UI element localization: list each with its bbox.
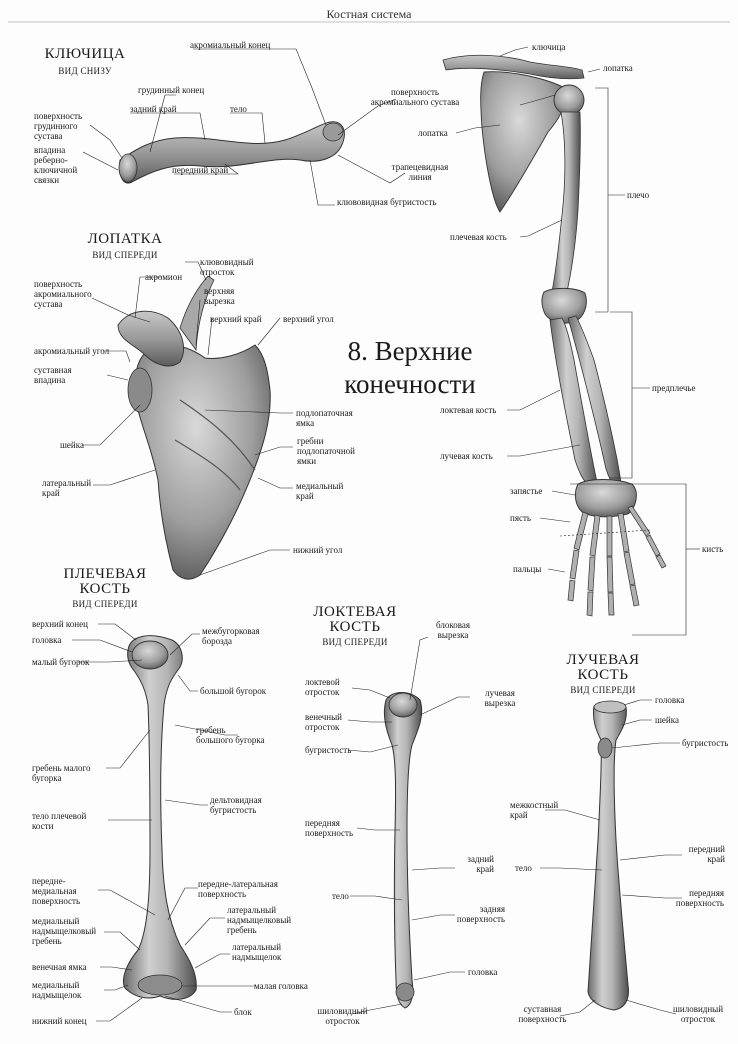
label-hum-lower-end: нижний конец xyxy=(32,1016,87,1026)
label-rad-tuberosity: бугристость xyxy=(682,738,729,748)
label-hum-upper-end: верхний конец xyxy=(32,619,88,629)
label-arm-scapula-top: лопатка xyxy=(603,63,633,73)
label-hum-greater-crest: гребень большого бугорка xyxy=(196,725,265,745)
label-arm-clavicle: ключица xyxy=(532,42,566,52)
label-clav-body: тело xyxy=(230,104,247,114)
radius-drawing xyxy=(588,701,628,1010)
page-header: Костная система xyxy=(326,7,412,21)
label-rad-body: тело xyxy=(515,863,532,873)
humerus-title: ПЛЕЧЕВАЯ КОСТЬ xyxy=(63,566,147,597)
label-hum-medial-crest: медиальный надмыщелковый гребень xyxy=(32,916,97,946)
label-rad-anterior-surface: передняя поверхность xyxy=(675,888,724,908)
label-rad-head: головка xyxy=(655,695,685,705)
label-scap-glenoid: суставная впадина xyxy=(34,365,72,385)
label-arm-ulna: локтевая кость xyxy=(440,405,497,415)
ulna-title: ЛОКТЕВАЯ КОСТЬ xyxy=(313,604,397,635)
label-arm-wrist: запястье xyxy=(510,486,543,496)
label-scap-coracoid: клювовидный отросток xyxy=(200,257,254,277)
label-scap-superior-border: верхний край xyxy=(210,314,262,324)
label-hum-trochlea: блок xyxy=(234,1007,252,1017)
label-hum-anterolateral: передне-латеральная поверхность xyxy=(198,879,278,899)
label-scap-lateral-border: латеральный край xyxy=(42,478,92,498)
label-scap-ridges: гребни подлопаточной ямки xyxy=(297,436,355,466)
label-uln-posterior-surface: задняя поверхность xyxy=(456,904,505,924)
label-uln-trochlear-notch: блоковая вырезка xyxy=(435,620,471,640)
label-hum-greater-tubercle: большой бугорок xyxy=(200,686,267,696)
label-hum-lateral-epicondyle: латеральный надмыщелок xyxy=(232,942,282,962)
label-hum-anteromedial: передне- медиальная поверхность xyxy=(32,876,81,906)
label-scap-acromial-surface: поверхность акромиального сустава xyxy=(34,279,92,309)
label-scap-acromion: акромион xyxy=(145,272,183,282)
label-uln-olecranon: локтевой отросток xyxy=(305,677,340,697)
label-scap-acromial-angle: акромиальный угол xyxy=(34,346,110,356)
label-hum-deltoid: дельтовидная бугристость xyxy=(210,795,262,815)
scapula-title: ЛОПАТКА xyxy=(87,231,163,247)
label-rad-styloid: шиловидный отросток xyxy=(672,1004,724,1024)
label-scap-inferior-angle: нижний угол xyxy=(293,545,343,555)
label-scap-superior-angle: верхний угол xyxy=(283,314,334,324)
label-clav-fossa: впадина реберно- ключичной связки xyxy=(34,145,78,185)
label-rad-neck: шейка xyxy=(655,715,679,725)
ulna-drawing xyxy=(384,693,421,1009)
label-hum-lesser-crest: гребень малого бугорка xyxy=(32,763,91,783)
label-clav-anterior-edge: передний край xyxy=(172,165,229,175)
ulna-view: ВИД СПЕРЕДИ xyxy=(322,637,388,647)
label-arm-metacarpus: пясть xyxy=(510,513,531,523)
label-hum-capitulum: малая головка xyxy=(254,981,308,991)
label-uln-head: головка xyxy=(468,967,498,977)
label-hum-lesser-tubercle: малый бугорок xyxy=(32,657,90,667)
label-hum-body: тело плечевой кости xyxy=(32,811,87,831)
humerus-view: ВИД СПЕРЕДИ xyxy=(72,599,138,609)
scapula-view: ВИД СПЕРЕДИ xyxy=(92,250,158,260)
label-arm-hand: кисть xyxy=(702,544,724,554)
label-rad-anterior-edge: передний край xyxy=(688,844,725,864)
radius-title: ЛУЧЕВАЯ КОСТЬ xyxy=(566,652,640,683)
label-clav-acromial-joint-surface: поверхность акромиального сустава xyxy=(370,87,460,107)
label-arm-forearm: предплечье xyxy=(652,383,696,393)
label-hum-medial-epicondyle: медиальный надмыщелок xyxy=(32,980,82,1000)
label-clav-conoid-tubercle: клювовидная бугристость xyxy=(337,197,437,207)
label-scap-neck: шейка xyxy=(60,440,84,450)
main-title: 8. Верхние конечности xyxy=(344,336,476,399)
label-scap-subscapular-fossa: подлопаточная ямка xyxy=(296,408,353,428)
label-clav-acromial-end: акромиальный конец xyxy=(190,40,271,50)
label-clav-sternal-end: грудинный конец xyxy=(138,85,205,95)
label-clav-sternal-surface: поверхность грудинного сустава xyxy=(34,111,83,141)
label-uln-anterior-surface: передняя поверхность xyxy=(305,818,354,838)
clavicle-view: ВИД СНИЗУ xyxy=(58,66,112,76)
label-arm-radius: лучевая кость xyxy=(440,451,493,461)
clavicle-title: КЛЮЧИЦА xyxy=(44,46,126,62)
label-scap-notch: верхняя вырезка xyxy=(204,286,235,306)
label-arm-fingers: пальцы xyxy=(513,564,542,574)
label-uln-tuberosity: бугристость xyxy=(305,745,352,755)
label-arm-humerus: плечевая кость xyxy=(450,232,507,242)
label-clav-trapezoid-line: трапецевидная линия xyxy=(391,162,449,182)
label-rad-interosseous: межкостный край xyxy=(510,800,559,820)
label-clav-posterior-edge: задний край xyxy=(130,104,177,114)
label-hum-lateral-crest: латеральный надмыщелковый гребень xyxy=(227,905,292,935)
radius-view: ВИД СПЕРЕДИ xyxy=(570,685,636,695)
label-arm-shoulder: плечо xyxy=(627,190,650,200)
label-uln-radial-notch: лучевая вырезка xyxy=(484,688,516,708)
label-uln-posterior-edge: задний край xyxy=(467,854,494,874)
label-uln-styloid: шиловидный отросток xyxy=(317,1006,368,1026)
label-scap-medial-border: медиальный край xyxy=(296,481,344,501)
label-rad-articular-surface: суставная поверхность xyxy=(518,1004,567,1024)
label-uln-coronoid: венечный отросток xyxy=(305,712,342,732)
label-hum-coronoid-fossa: венечная ямка xyxy=(32,962,87,972)
label-hum-groove: межбугорковая борозда xyxy=(202,626,260,646)
label-hum-head: головка xyxy=(32,635,62,645)
label-arm-scapula: лопатка xyxy=(418,128,448,138)
label-uln-body: тело xyxy=(332,891,349,901)
